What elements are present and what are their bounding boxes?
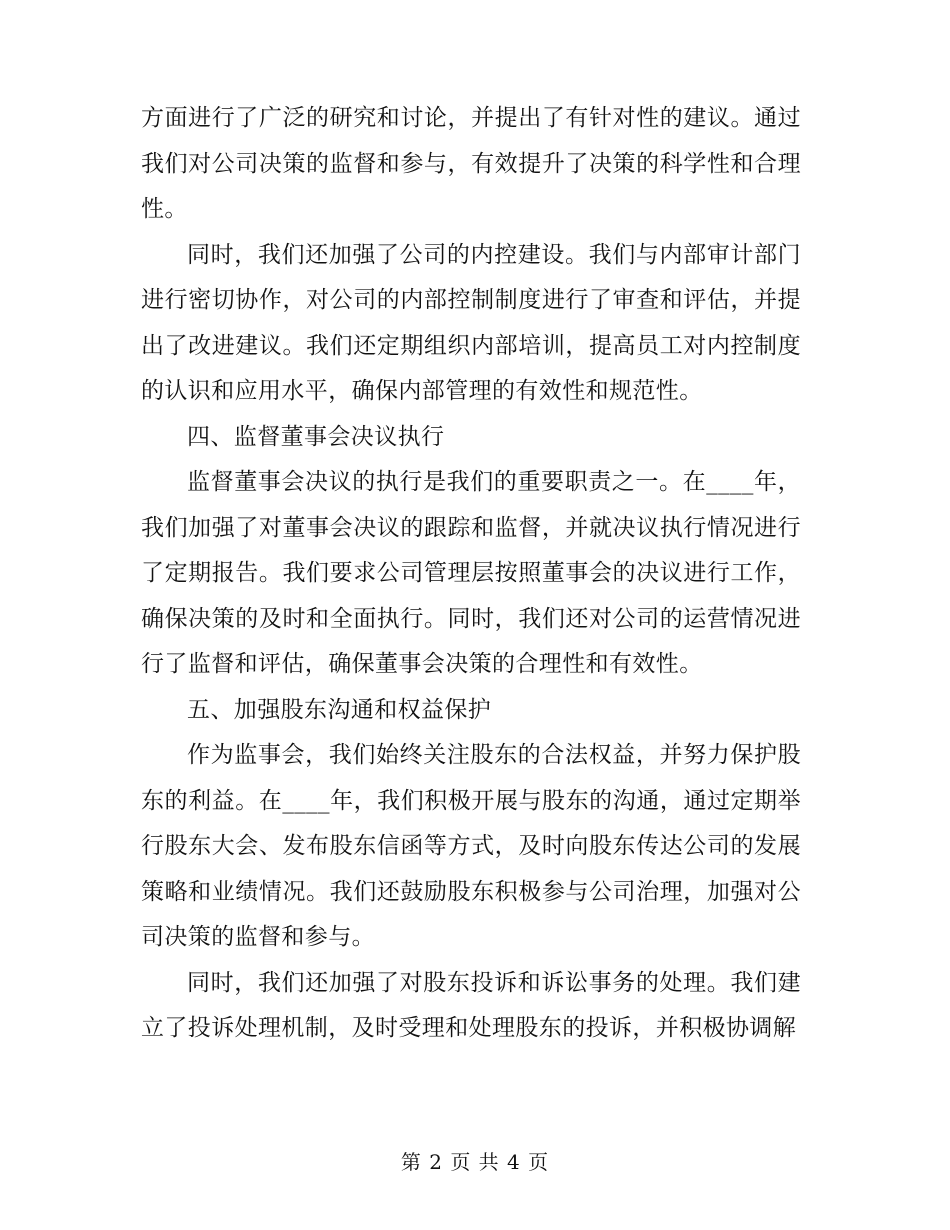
paragraph-internal-control: 同时，我们还加强了公司的内控建设。我们与内部审计部门进行密切协作，对公司的内部控制制度进行了审查和评估，并提出了改进建议。我们还定期组织内部培训，提高员工对内控制度的认识和应用水平，确保内部管理的有效性和规范性。 [141,241,801,404]
section-heading-5: 五、加强股东沟通和权益保护 [187,696,492,723]
page-number-footer: 第 2 页 共 4 页 [400,1150,550,1174]
paragraph-continuation: 方面进行了广泛的研究和讨论，并提出了有针对性的建议。通过我们对公司决策的监督和参与，有效提升了决策的科学性和合理性。 [141,105,801,222]
paragraph-shareholder-complaints: 同时，我们还加强了对股东投诉和诉讼事务的处理。我们建立了投诉处理机制，及时受理和处理股东的投诉，并积极协调解 [141,969,801,1041]
paragraph-shareholder-communication: 作为监事会，我们始终关注股东的合法权益，并努力保护股东的利益。在____年，我们积极开展与股东的沟通，通过定期举行股东大会、发布股东信函等方式，及时向股东传达公司的发展策略和业绩情况。我们还鼓励股东积极参与公司治理，加强对公司决策的监督和参与。 [141,742,801,950]
paragraph-board-resolutions: 监督董事会决议的执行是我们的重要职责之一。在____年，我们加强了对董事会决议的跟踪和监督，并就决议执行情况进行了定期报告。我们要求公司管理层按照董事会的决议进行工作，确保决策的及时和全面执行。同时，我们还对公司的运营情况进行了监督和评估，确保董事会决策的合理性和有效性。 [141,469,801,677]
document-body [141,96,801,1052]
section-heading-4: 四、监督董事会决议执行 [187,423,445,450]
